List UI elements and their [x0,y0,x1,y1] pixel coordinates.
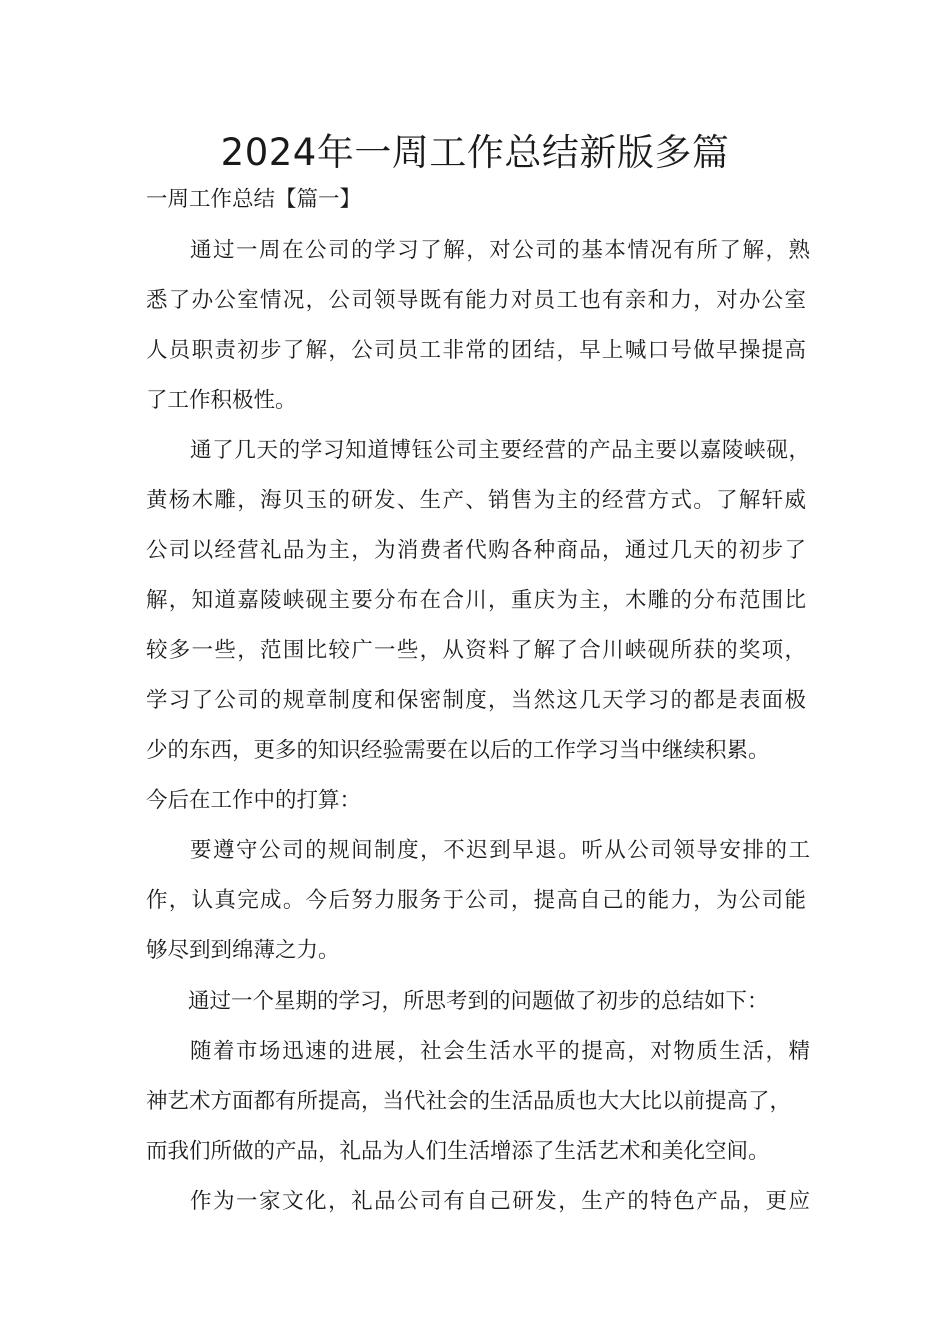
paragraph-line: 悉了办公室情况，公司领导既有能力对员工也有亲和力，对办公室 [146,288,806,313]
section-heading: 一周工作总结【篇一】 [146,187,362,212]
paragraph-line: 学习了公司的规章制度和保密制度，当然这几天学习的都是表面极 [146,688,806,713]
paragraph-line: 今后在工作中的打算： [146,788,362,813]
paragraph-line: 公司以经营礼品为主，为消费者代购各种商品，通过几天的初步了 [146,538,806,563]
paragraph-line: 较多一些，范围比较广一些，从资料了解了合川峡砚所获的奖项， [146,638,806,663]
paragraph-line: 少的东西，更多的知识经验需要在以后的工作学习当中继续积累。 [146,738,770,763]
paragraph-line: 够尽到到绵薄之力。 [146,938,340,963]
paragraph-line: 人员职责初步了解，公司员工非常的团结，早上喊口号做早操提高 [146,338,806,363]
paragraph-line: 通过一个星期的学习，所思考到的问题做了初步的总结如下： [188,989,769,1014]
paragraph-line: 要遵守公司的规间制度，不迟到早退。听从公司领导安排的工 [190,838,810,863]
paragraph-line: 通了几天的学习知道博钰公司主要经营的产品主要以嘉陵峡砚， [190,438,810,463]
document-title: 2024年一周工作总结新版多篇 [220,131,730,174]
paragraph-line: 随着市场迅速的进展，社会生活水平的提高，对物质生活，精 [190,1039,810,1064]
paragraph-line: 作为一家文化，礼品公司有自己研发，生产的特色产品，更应 [190,1189,810,1214]
paragraph-line: 通过一周在公司的学习了解，对公司的基本情况有所了解，熟 [190,238,810,263]
paragraph-line: 解，知道嘉陵峡砚主要分布在合川，重庆为主，木雕的分布范围比 [146,588,806,613]
paragraph-line: 作，认真完成。今后努力服务于公司，提高自己的能力，为公司能 [146,888,806,913]
paragraph-line: 神艺术方面都有所提高，当代社会的生活品质也大大比以前提高了， [146,1089,792,1114]
paragraph-line: 黄杨木雕，海贝玉的研发、生产、销售为主的经营方式。了解轩威 [146,488,806,513]
paragraph-line: 了工作积极性。 [146,388,297,413]
paragraph-line: 而我们所做的产品，礼品为人们生活增添了生活艺术和美化空间。 [146,1139,770,1164]
